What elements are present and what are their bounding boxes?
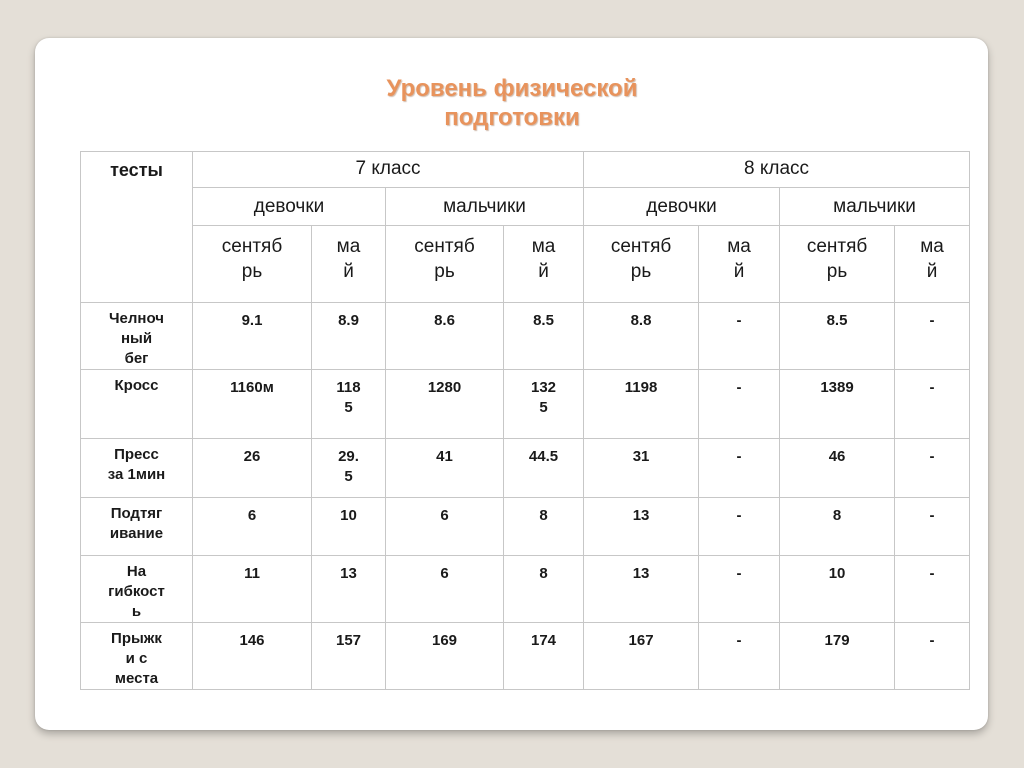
table-cell: 6 (193, 498, 312, 556)
row-label: Пресс за 1мин (81, 439, 193, 498)
slide-title (0, 74, 1024, 132)
table-cell: 8 (504, 556, 584, 623)
table-cell: - (699, 498, 780, 556)
table-row (81, 370, 970, 439)
header-grade-7: 7 класс (193, 152, 584, 188)
table-cell: 8.5 (780, 303, 895, 370)
header-period: сентяб рь (193, 226, 312, 303)
table-cell: 174 (504, 623, 584, 690)
table-cell: - (895, 439, 970, 498)
title-line-2: подготовки (444, 104, 580, 131)
table-row (81, 498, 970, 556)
table-cell: - (699, 556, 780, 623)
header-group-boys-8: мальчики (780, 188, 970, 226)
table-row (81, 303, 970, 370)
table-row (81, 623, 970, 690)
table-cell: 118 5 (312, 370, 386, 439)
table-cell: 8.8 (584, 303, 699, 370)
table-cell: 31 (584, 439, 699, 498)
table-cell: 13 (584, 556, 699, 623)
header-period: ма й (312, 226, 386, 303)
table-cell: 11 (193, 556, 312, 623)
table-cell: 8.9 (312, 303, 386, 370)
table-cell: 146 (193, 623, 312, 690)
table-cell: 10 (780, 556, 895, 623)
row-label: Подтяг ивание (81, 498, 193, 556)
header-period: ма й (504, 226, 584, 303)
table-row (81, 556, 970, 623)
table-cell: 1198 (584, 370, 699, 439)
header-period: ма й (699, 226, 780, 303)
header-period: сентяб рь (780, 226, 895, 303)
table-cell: - (699, 303, 780, 370)
table-cell: 6 (386, 498, 504, 556)
table-cell: 169 (386, 623, 504, 690)
table-row (81, 439, 970, 498)
table-cell: 41 (386, 439, 504, 498)
table-cell: 13 (312, 556, 386, 623)
table-cell: 8 (780, 498, 895, 556)
header-period: ма й (895, 226, 970, 303)
table-cell: 179 (780, 623, 895, 690)
table-cell: - (895, 498, 970, 556)
title-line-1: Уровень физической (386, 75, 638, 102)
header-period: сентяб рь (386, 226, 504, 303)
header-group-boys-7: мальчики (386, 188, 584, 226)
row-label: На гибкост ь (81, 556, 193, 623)
header-tests: тесты (81, 152, 193, 303)
table-cell: - (895, 370, 970, 439)
fitness-table (80, 151, 970, 690)
table-cell: 29. 5 (312, 439, 386, 498)
header-group-girls-8: девочки (584, 188, 780, 226)
table-cell: 44.5 (504, 439, 584, 498)
table-cell: 26 (193, 439, 312, 498)
table-cell: 1389 (780, 370, 895, 439)
row-label: Челноч ный бег (81, 303, 193, 370)
table-cell: 157 (312, 623, 386, 690)
table-cell: 6 (386, 556, 504, 623)
header-grade-8: 8 класс (584, 152, 970, 188)
table-cell: - (895, 556, 970, 623)
table-cell: 1280 (386, 370, 504, 439)
table-cell: 8.5 (504, 303, 584, 370)
table-cell: 8 (504, 498, 584, 556)
table-cell: 10 (312, 498, 386, 556)
table-cell: - (699, 370, 780, 439)
table-cell: - (699, 439, 780, 498)
table-cell: 132 5 (504, 370, 584, 439)
table-cell: 8.6 (386, 303, 504, 370)
row-label: Кросс (81, 370, 193, 439)
table-cell: - (699, 623, 780, 690)
table-cell: 9.1 (193, 303, 312, 370)
row-label: Прыжк и с места (81, 623, 193, 690)
table-cell: - (895, 623, 970, 690)
table-cell: 167 (584, 623, 699, 690)
table-cell: 46 (780, 439, 895, 498)
table-cell: 1160м (193, 370, 312, 439)
table-cell: - (895, 303, 970, 370)
header-period: сентяб рь (584, 226, 699, 303)
table-cell: 13 (584, 498, 699, 556)
header-group-girls-7: девочки (193, 188, 386, 226)
